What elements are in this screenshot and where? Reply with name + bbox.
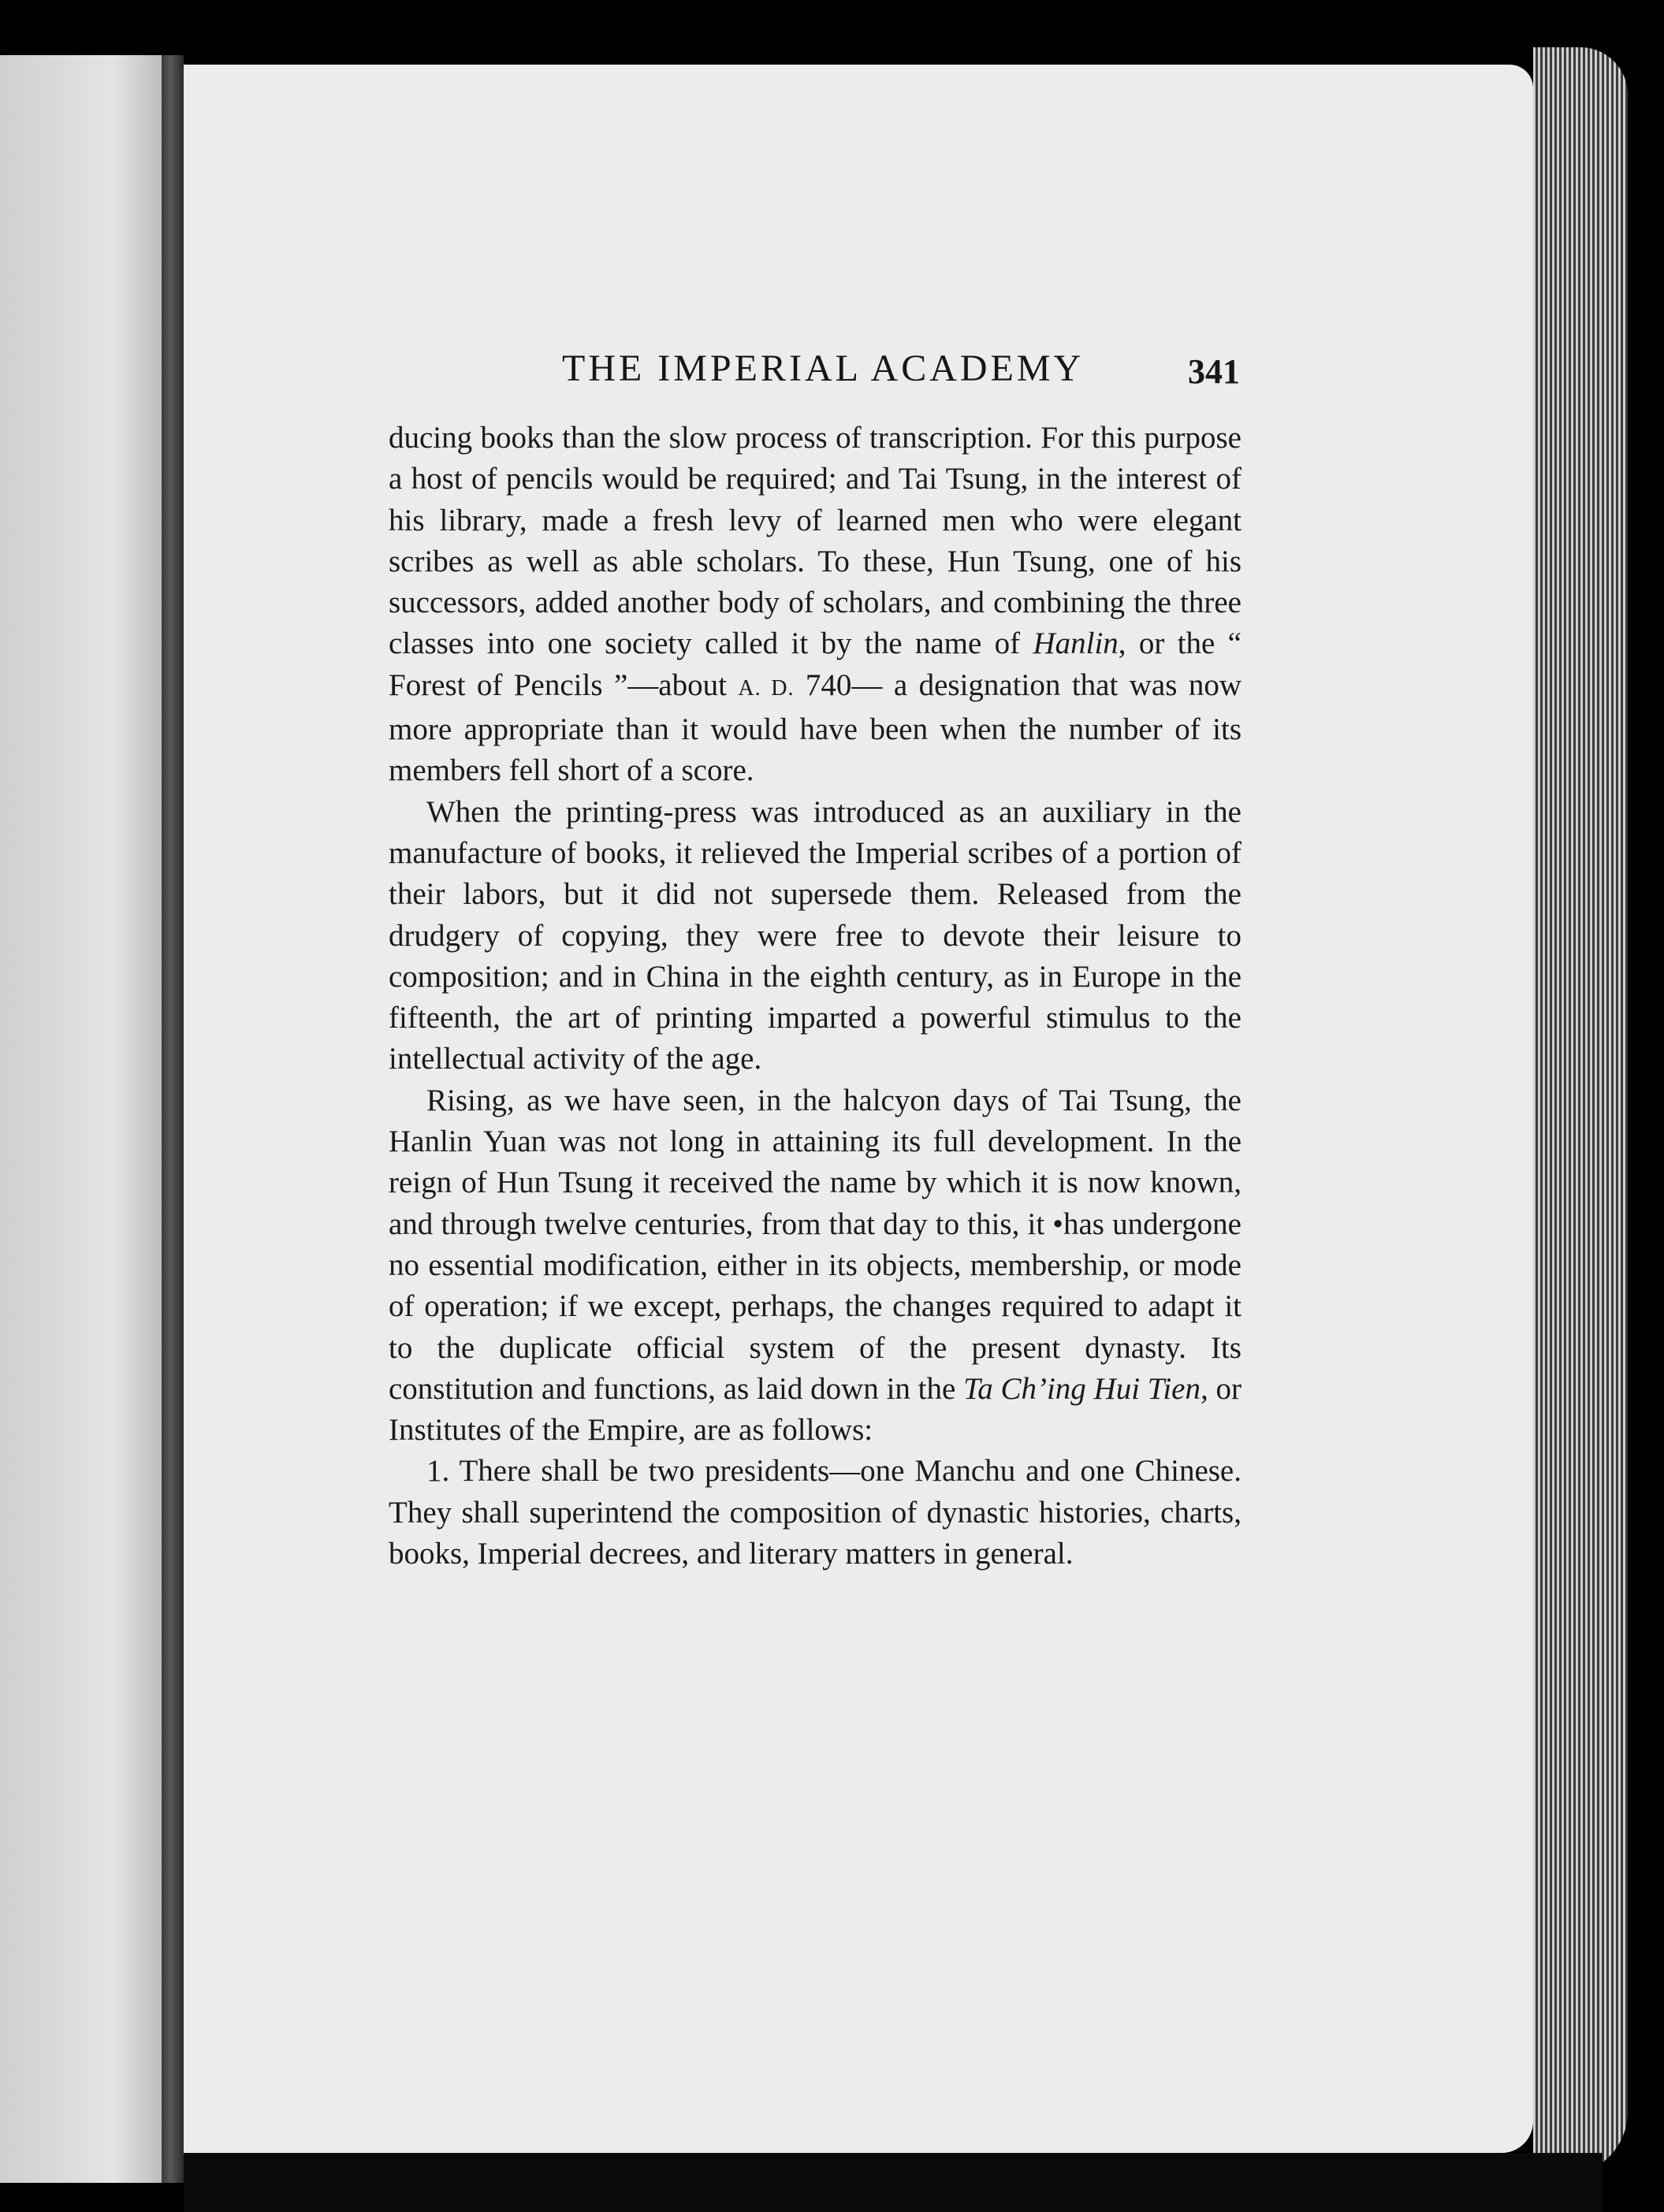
hanlin-term: Hanlin bbox=[1033, 626, 1119, 661]
page-body bbox=[389, 418, 1241, 1574]
bottom-shadow bbox=[184, 2153, 1603, 2212]
paragraph-1: ducing books than the slow process of transcription. For this purpose a host of pencils would be required; and Tai Tsung, in the interest of his library, made a fresh levy of learned men who were elegant scribes as well as able scholars. To these, Hun Tsung, one of his successors, added another body of scholars, and combining the three classes into one society called it by the name of Hanlin, or the “ Forest of Pencils ”—about A. D. 740— a designation that was now more appropriate than it would have been when the number of its members fell short of a score. bbox=[389, 421, 1241, 788]
paragraph-4: 1. There shall be two presidents—one Manchu and one Chinese. They shall superintend the composition of dynastic histories, charts, books, Imperial decrees, and literary matters in general. bbox=[389, 1454, 1241, 1571]
era-abbreviation: A. D. bbox=[738, 675, 795, 701]
paragraph-2: When the printing-press was introduced as an auxiliary in the manufacture of books, it relieved the Imperial scribes of a portion of their labors, but it did not supersede them. Released from the drudgery of copying, they were free to devote their leisure to composition; and in China in the eighth century, as in Europe in the fifteenth, the art of printing imparted a powerful stimulus to the intellectual activity of the age. bbox=[389, 794, 1241, 1076]
page-number: 341 bbox=[1188, 352, 1240, 391]
running-head: THE IMPERIAL ACADEMY bbox=[562, 348, 1085, 389]
book-title: Ta Ch’ing Hui Tien, bbox=[963, 1371, 1208, 1406]
page-header bbox=[381, 347, 1248, 402]
book-gutter bbox=[162, 55, 184, 2183]
page-stack-edges bbox=[1533, 47, 1628, 2175]
previous-page-edge bbox=[0, 55, 162, 2183]
paragraph-3: Rising, as we have seen, in the halcyon days of Tai Tsung, the Hanlin Yuan was not long in attaining its full development. In the reign of Hun Tsung it received the name by which it is now known, and through twelve centuries, from that day to this, it •has undergone no essential modification, either in its objects, membership, or mode of operation; if we except, perhaps, the changes required to adapt it to the duplicate official system of the present dynasty. Its constitution and functions, as laid down in the Ta Ch’ing Hui Tien, or Institutes of the Empire, are as follows: bbox=[389, 1083, 1241, 1448]
